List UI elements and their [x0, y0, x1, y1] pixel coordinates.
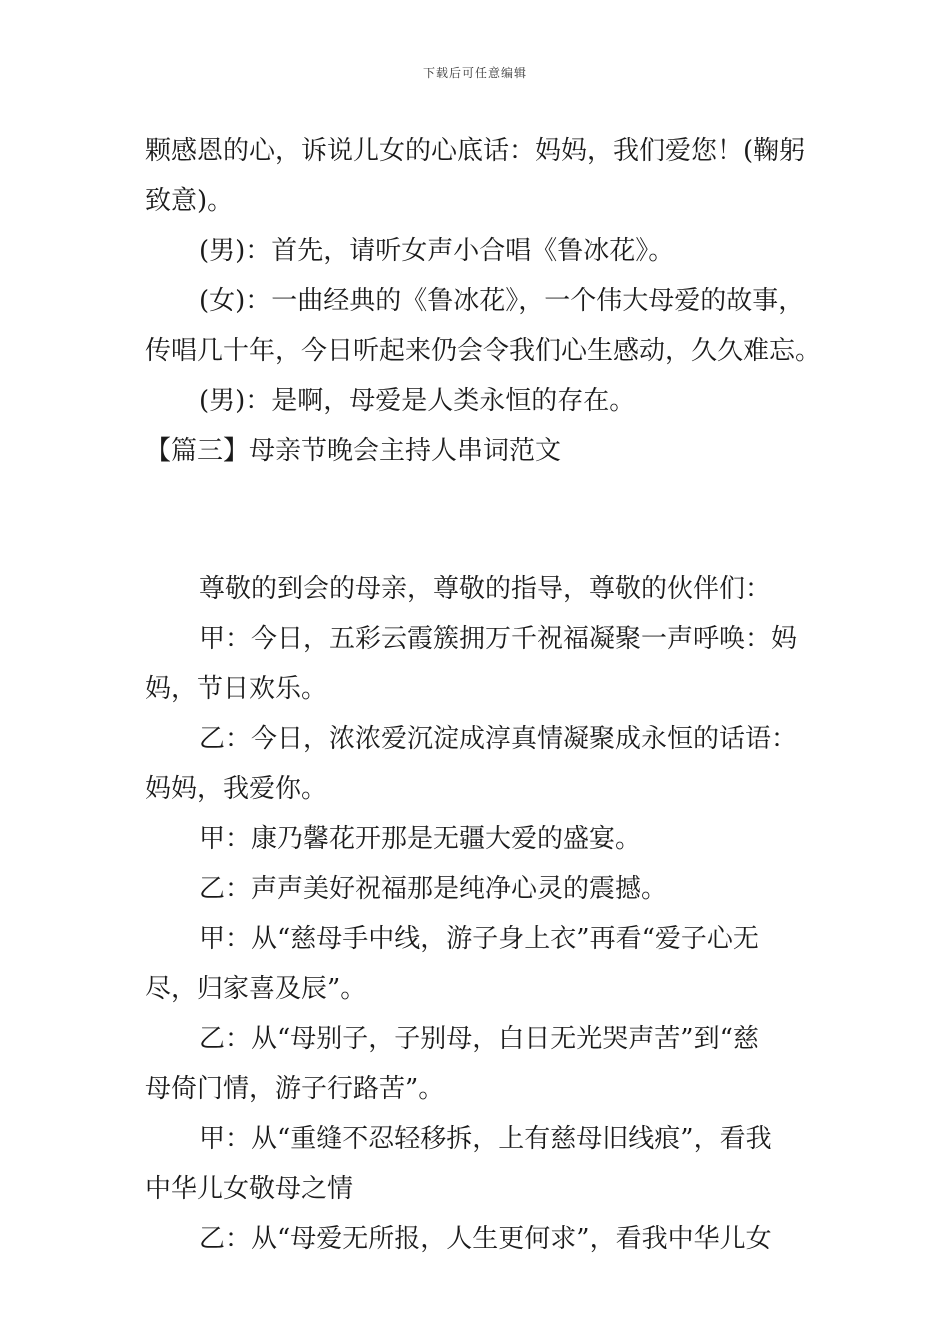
- paragraph-line: 甲：从“重缝不忍轻移拆，上有慈母旧线痕”，看我: [199, 1124, 772, 1154]
- paragraph-line: 乙：今日，浓浓爱沉淀成淳真情凝聚成永恒的话语：: [199, 724, 798, 754]
- paragraph-line: (女)：一曲经典的《鲁冰花》，一个伟大母爱的故事，: [199, 286, 805, 316]
- paragraph-line: 甲：今日，五彩云霞簇拥万千祝福凝聚一声呼唤：妈: [199, 624, 798, 654]
- paragraph-line: 甲：从“慈母手中线，游子身上衣”再看“爱子心无: [199, 924, 759, 954]
- paragraph-line: 尽，归家喜及辰”。: [145, 974, 367, 1004]
- paragraph-line: 尊敬的到会的母亲，尊敬的指导，尊敬的伙伴们：: [199, 574, 772, 604]
- paragraph-line: 中华儿女敬母之情: [145, 1174, 354, 1204]
- section-heading: 【篇三】母亲节晚会主持人串词范文: [145, 436, 562, 466]
- page-header: 下载后可任意编辑: [422, 66, 527, 80]
- paragraph-line: 乙：声声美好祝福那是纯净心灵的震撼。: [199, 874, 668, 904]
- document-body: [145, 126, 822, 1264]
- paragraph-line: 乙：从“母爱无所报，人生更何求”，看我中华儿女: [199, 1224, 772, 1254]
- paragraph-line: (男)：首先，请听女声小合唱《鲁冰花》。: [199, 236, 675, 266]
- blank-spacer: [145, 476, 815, 564]
- paragraph-line: 致意)。: [145, 186, 234, 216]
- paragraph-line: 妈，节日欢乐。: [145, 674, 328, 704]
- paragraph-line: 母倚门情，游子行路苦”。: [145, 1074, 445, 1104]
- paragraph-line: 乙：从“母别子，子别母，白日无光哭声苦”到“慈: [199, 1024, 759, 1054]
- paragraph-line: 甲：康乃馨花开那是无疆大爱的盛宴。: [199, 824, 642, 854]
- paragraph-line: 颗感恩的心，诉说儿女的心底话：妈妈，我们爱您！(鞠躬: [145, 136, 806, 166]
- paragraph-line: 妈妈，我爱你。: [145, 774, 328, 804]
- paragraph-line: 传唱几十年，今日听起来仍会令我们心生感动，久久难忘。: [145, 336, 822, 366]
- paragraph-line: (男)：是啊，母爱是人类永恒的存在。: [199, 386, 636, 416]
